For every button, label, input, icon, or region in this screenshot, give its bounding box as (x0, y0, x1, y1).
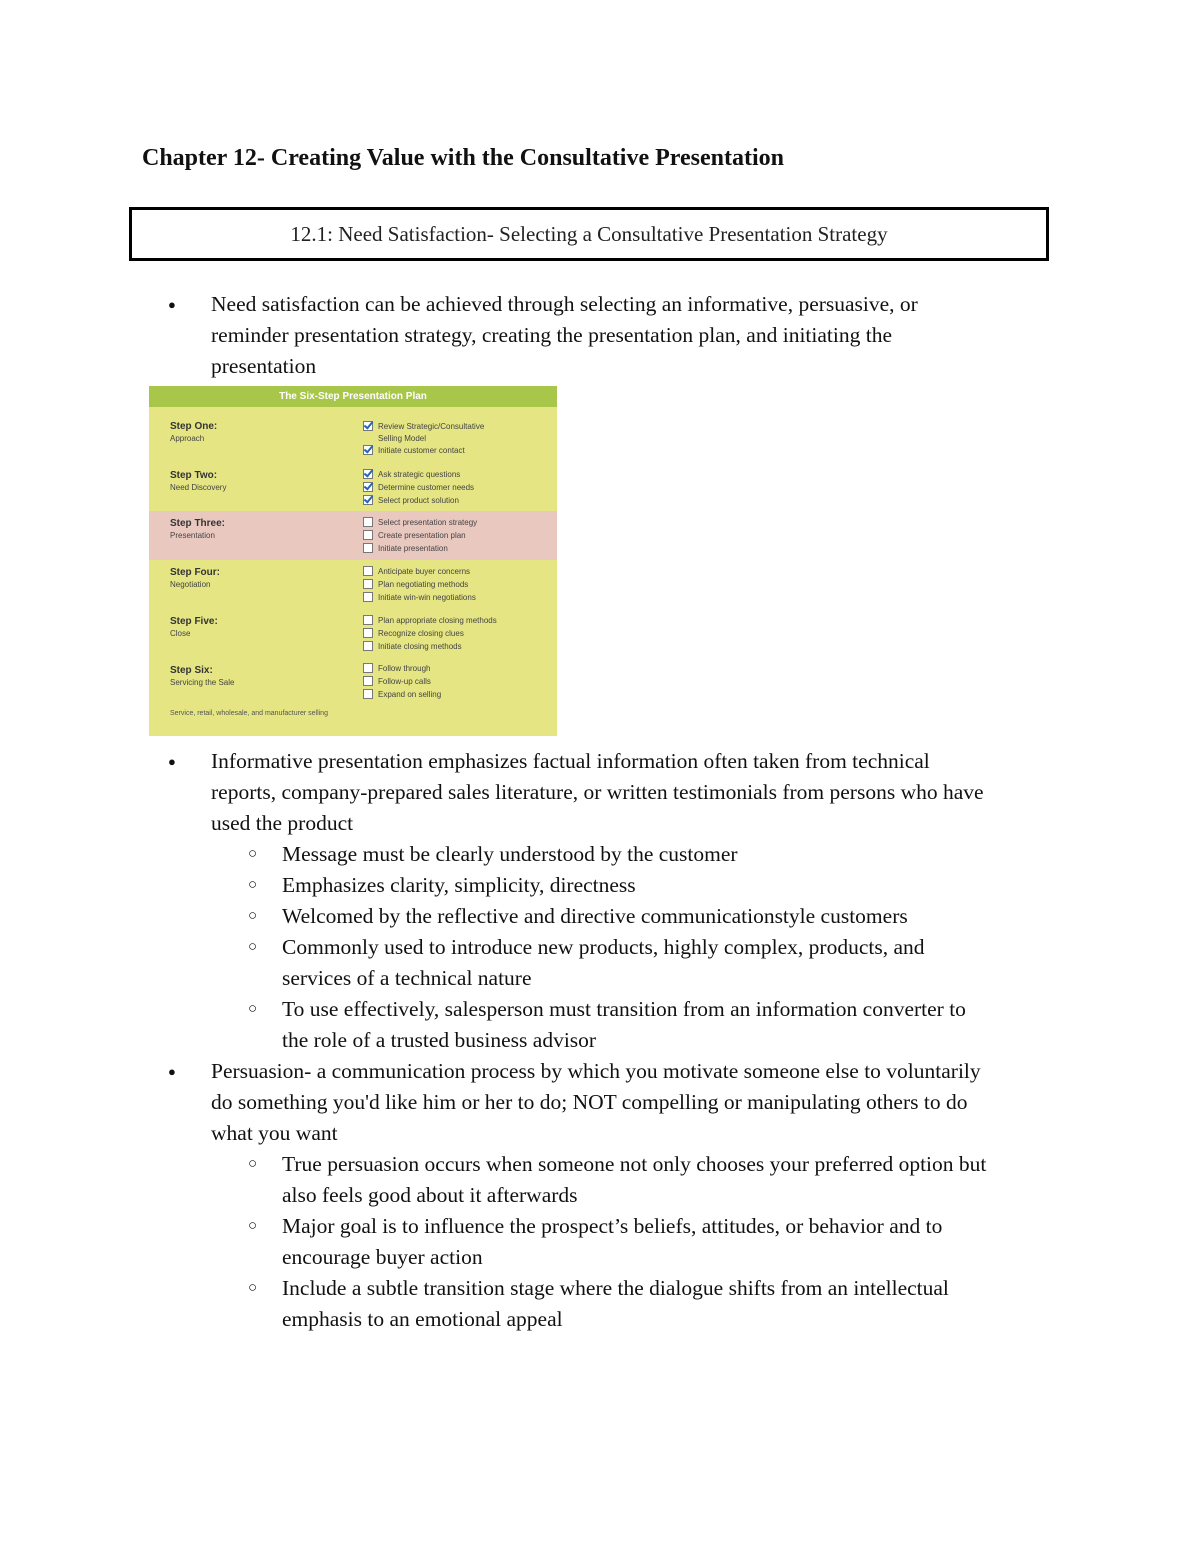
bullet-persuasion: Persuasion- a communication process by which you motivate someone else to voluntarily do something you'd like him or her to do; NOT compelling or manipulating others to do what you want (211, 1059, 981, 1145)
figure-step-two: Step Two: Need Discovery Ask strategic questions Determine customer needs Select product solution (170, 470, 475, 505)
figure-task: Create presentation plan (363, 530, 466, 542)
checkbox-icon (363, 689, 373, 699)
figure-task: Plan appropriate closing methods (363, 615, 497, 627)
figure-task: Select product solution (363, 495, 459, 507)
section-heading-box (129, 207, 1049, 261)
figure-step-one: Step One: Approach Review Strategic/Consultative Selling Model Initiate customer contact (170, 421, 485, 455)
checkbox-checked-icon (363, 482, 373, 492)
figure-task: Follow-up calls (363, 676, 431, 688)
bullet-icon: ● (168, 1064, 176, 1079)
figure-step-six: Step Six: Servicing the Sale Follow through Follow-up calls Expand on selling (170, 664, 442, 699)
checkbox-icon (363, 628, 373, 638)
figure-task: Plan negotiating methods (363, 579, 468, 591)
checkbox-icon (363, 566, 373, 576)
sub-bullet-icon: ○ (248, 1156, 258, 1172)
figure-task: Initiate customer contact (363, 445, 465, 457)
bullet-icon: ● (168, 297, 176, 312)
figure-step-three: Step Three: Presentation Select presentation strategy Create presentation plan Initiate presentation (149, 511, 557, 560)
sub-bullet-icon: ○ (248, 877, 258, 893)
sub-bullet-welcomed: Welcomed by the reflective and directive communicationstyle customers (282, 904, 908, 928)
figure-task: Initiate presentation (363, 543, 448, 555)
bullet-icon: ● (168, 754, 176, 769)
bullet-need-satisfaction: Need satisfaction can be achieved through selecting an informative, persuasive, or reminder presentation strategy, creating the presentation plan, and initiating the presentation (211, 292, 918, 378)
sub-bullet-icon: ○ (248, 1001, 258, 1017)
checkbox-icon (363, 663, 373, 673)
figure-step-five: Step Five: Close Plan appropriate closing methods Recognize closing clues Initiate closing methods (170, 616, 497, 651)
checkbox-checked-icon (363, 495, 373, 505)
sub-bullet-icon: ○ (248, 908, 258, 924)
checkbox-checked-icon (363, 421, 373, 431)
figure-footer: Service, retail, wholesale, and manufacturer selling (170, 710, 328, 717)
figure-task: Review Strategic/Consultative Selling Model (363, 421, 484, 433)
figure-task: Anticipate buyer concerns (363, 566, 470, 578)
section-heading: 12.1: Need Satisfaction- Selecting a Consultative Presentation Strategy (290, 221, 888, 246)
sub-bullet-icon: ○ (248, 1218, 258, 1234)
sub-bullet-commonly-used: Commonly used to introduce new products, highly complex, products, and services of a technical nature (282, 935, 925, 990)
sub-bullet-transition-stage: Include a subtle transition stage where the dialogue shifts from an intellectual emphasis to an emotional appeal (282, 1276, 949, 1331)
sub-bullet-icon: ○ (248, 939, 258, 955)
sub-bullet-icon: ○ (248, 1280, 258, 1296)
figure-task: Follow through (363, 663, 430, 675)
checkbox-checked-icon (363, 445, 373, 455)
checkbox-icon (363, 579, 373, 589)
sub-bullet-true-persuasion: True persuasion occurs when someone not only chooses your preferred option but also feels good about it afterwards (282, 1152, 987, 1207)
checkbox-checked-icon (363, 469, 373, 479)
checkbox-icon (363, 641, 373, 651)
checkbox-icon (363, 676, 373, 686)
figure-task: Recognize closing clues (363, 628, 464, 640)
figure-task: Initiate closing methods (363, 641, 462, 653)
sub-bullet-message: Message must be clearly understood by the customer (282, 842, 738, 866)
checkbox-icon (363, 530, 373, 540)
checkbox-icon (363, 592, 373, 602)
figure-header: The Six-Step Presentation Plan (149, 386, 557, 407)
figure-task: Initiate win-win negotiations (363, 592, 476, 604)
figure-step-four: Step Four: Negotiation Anticipate buyer concerns Plan negotiating methods Initiate win-win negotiations (170, 567, 476, 602)
checkbox-icon (363, 615, 373, 625)
sub-bullet-clarity: Emphasizes clarity, simplicity, directness (282, 873, 636, 897)
figure-task: Ask strategic questions (363, 469, 460, 481)
checkbox-icon (363, 543, 373, 553)
checkbox-icon (363, 517, 373, 527)
six-step-presentation-plan-figure (149, 386, 557, 736)
bullet-informative-presentation: Informative presentation emphasizes factual information often taken from technical reports, company-prepared sales literature, or written testimonials from persons who have used the product (211, 749, 984, 835)
figure-task: Select presentation strategy (363, 517, 477, 529)
figure-task: Expand on selling (363, 689, 441, 701)
page-title: Chapter 12- Creating Value with the Consultative Presentation (142, 145, 784, 171)
figure-task: Determine customer needs (363, 482, 474, 494)
sub-bullet-icon: ○ (248, 846, 258, 862)
sub-bullet-major-goal: Major goal is to influence the prospect’s beliefs, attitudes, or behavior and to encourage buyer action (282, 1214, 943, 1269)
sub-bullet-use-effectively: To use effectively, salesperson must transition from an information converter to the role of a trusted business advisor (282, 997, 966, 1052)
